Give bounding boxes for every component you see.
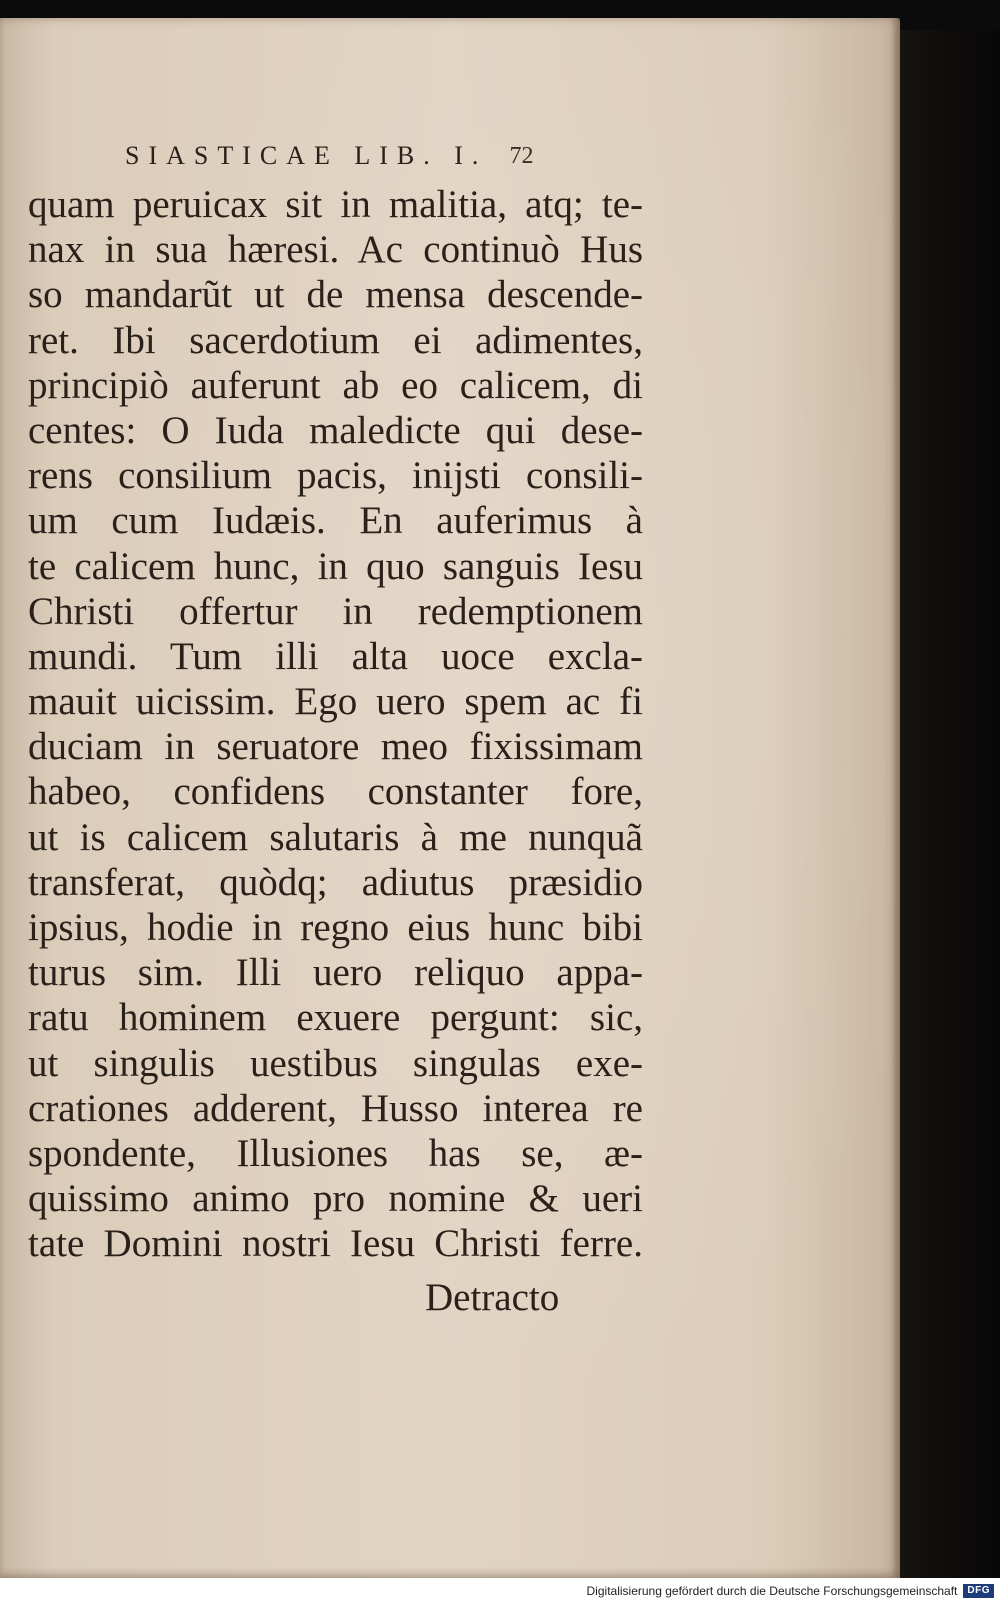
- text-line: um cum Iudæis. En auferimus à: [28, 499, 643, 543]
- text-line: transferat, quòdq; adiutus præsidio: [28, 860, 643, 904]
- page-number: 72: [509, 142, 534, 169]
- text-line: mundi. Tum illi alta uoce excla-: [28, 634, 643, 678]
- text-line: so mandarũt ut de mensa descende-: [28, 273, 643, 317]
- text-line: rens consilium pacis, inijsti consili-: [28, 454, 643, 498]
- text-line: centes: O Iuda maledicte qui dese-: [28, 408, 643, 452]
- text-line: nax in sua hæresi. Ac continuò Hus: [28, 228, 643, 272]
- dfg-logo-icon: DFG: [963, 1584, 994, 1598]
- text-line: Christi offertur in redemptionem: [28, 589, 643, 633]
- funding-credit: Digitalisierung gefördert durch die Deutsche Forschungsgemeinschaft: [586, 1583, 958, 1598]
- text-block: [28, 182, 643, 1267]
- running-head: [125, 136, 645, 176]
- text-line: ut is calicem salutaris à me nunquã: [28, 815, 643, 859]
- text-line: tate Domini nostri Iesu Christi ferre.: [28, 1222, 643, 1266]
- text-line: ut singulis uestibus singulas exe-: [28, 1041, 643, 1085]
- text-line: spondente, Illusiones has se, æ-: [28, 1131, 643, 1175]
- text-line: principiò auferunt ab eo calicem, di: [28, 363, 643, 407]
- text-line: quissimo animo pro nomine & ueri: [28, 1177, 643, 1221]
- text-line: habeo, confidens constanter fore,: [28, 770, 643, 814]
- footer-bar: [0, 1578, 1000, 1603]
- book-edge: [890, 30, 1000, 1590]
- text-line: ret. Ibi sacerdotium ei adimentes,: [28, 318, 643, 362]
- text-line: quam peruicax sit in malitia, atq; te-: [28, 183, 643, 226]
- book-page: [0, 18, 900, 1578]
- text-line: te calicem hunc, in quo sanguis Iesu: [28, 544, 643, 588]
- running-head-title: SIASTICAE LIB. I.: [125, 141, 488, 170]
- text-line: ratu hominem exuere pergunt: sic,: [28, 996, 643, 1040]
- catchword: Detracto: [425, 1276, 560, 1319]
- text-line: turus sim. Illi uero reliquo appa-: [28, 951, 643, 995]
- text-line: duciam in seruatore meo fixissimam: [28, 725, 643, 769]
- text-line: mauit uicissim. Ego uero spem ac fi: [28, 680, 643, 724]
- text-line: ipsius, hodie in regno eius hunc bibi: [28, 906, 643, 949]
- text-line: crationes adderent, Husso interea re: [28, 1086, 643, 1130]
